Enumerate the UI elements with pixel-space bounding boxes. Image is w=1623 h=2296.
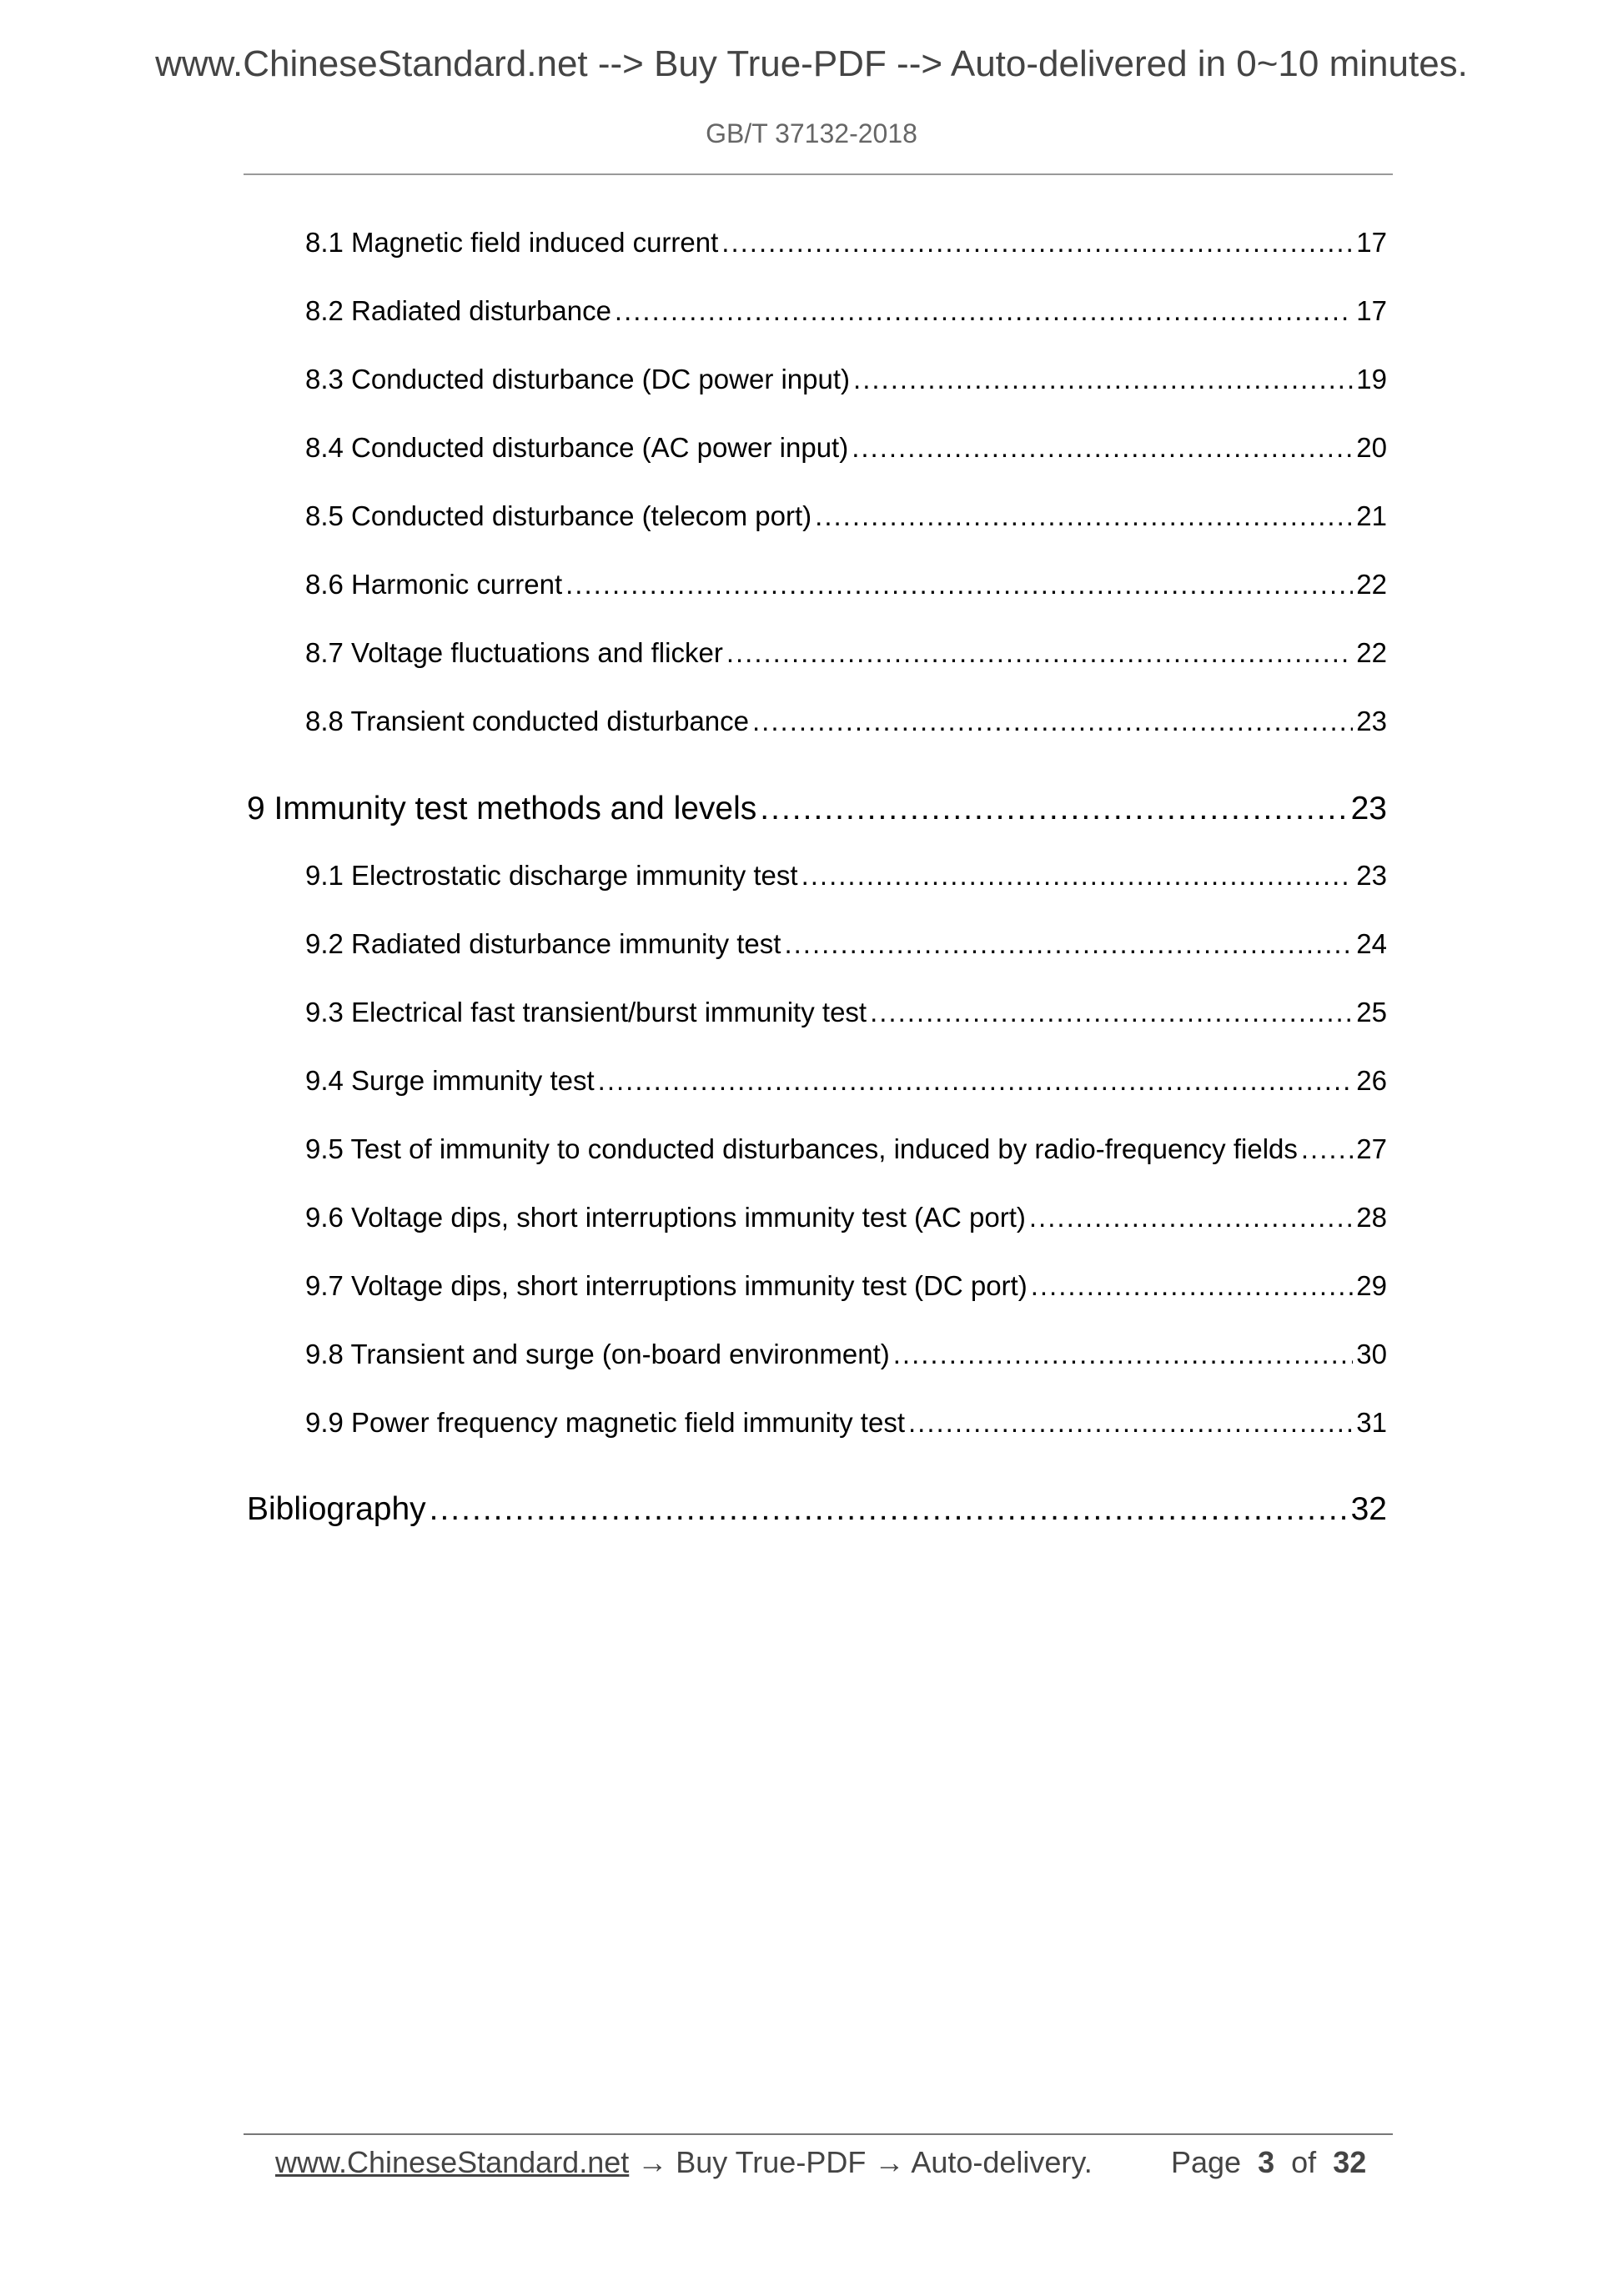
toc-entry-page: 22	[1356, 569, 1387, 600]
dot-leader	[615, 295, 1353, 327]
toc-entry-title: 8.7 Voltage fluctuations and flicker	[305, 637, 723, 668]
toc-entry[interactable]	[305, 227, 1387, 259]
dot-leader	[815, 500, 1353, 532]
toc-entry[interactable]	[305, 295, 1387, 327]
toc-entry-title: 9.2 Radiated disturbance immunity test	[305, 928, 781, 959]
dot-leader	[760, 791, 1347, 827]
toc-entry[interactable]	[305, 997, 1387, 1028]
header-divider	[244, 173, 1393, 175]
toc-entry[interactable]	[305, 637, 1387, 669]
toc-entry-title: 8.2 Radiated disturbance	[305, 295, 611, 326]
header-banner: www.ChineseStandard.net --> Buy True-PDF --> Auto-delivered in 0~10 minutes.	[155, 43, 1468, 84]
dot-leader	[721, 227, 1353, 259]
footer-text	[275, 2145, 1093, 2180]
dot-leader	[1031, 1270, 1354, 1302]
document-id: GB/T 37132-2018	[706, 118, 917, 148]
toc-entry-page: 17	[1356, 227, 1387, 258]
dot-leader	[1029, 1202, 1353, 1233]
page-total: 32	[1333, 2145, 1367, 2179]
toc-entry-title: 8.3 Conducted disturbance (DC power input)	[305, 364, 851, 394]
toc-entry-title: Bibliography	[247, 1491, 426, 1527]
toc-entry-title: 9.6 Voltage dips, short interruptions immunity test (AC port)	[305, 1202, 1026, 1233]
toc-entry-page: 23	[1356, 860, 1387, 891]
of-label: of	[1291, 2145, 1317, 2179]
toc-entry-page: 28	[1356, 1202, 1387, 1233]
dot-leader	[784, 928, 1353, 960]
toc-entry-page: 23	[1350, 791, 1387, 826]
toc-entry-title: 8.5 Conducted disturbance (telecom port)	[305, 500, 812, 531]
dot-leader	[565, 569, 1353, 600]
toc-entry-page: 22	[1356, 637, 1387, 668]
page-label: Page	[1171, 2145, 1242, 2179]
dot-leader	[726, 637, 1353, 669]
toc-entry-page: 19	[1356, 364, 1387, 394]
toc-entry[interactable]	[305, 1339, 1387, 1370]
toc-entry-page: 24	[1356, 928, 1387, 959]
toc-entry-page: 30	[1356, 1339, 1387, 1369]
page-indicator	[1171, 2145, 1366, 2180]
toc-entry[interactable]	[305, 364, 1387, 395]
toc-entry[interactable]	[305, 706, 1387, 737]
toc-entry-page: 20	[1356, 432, 1387, 463]
toc-entry-title: 9.7 Voltage dips, short interruptions immunity test (DC port)	[305, 1270, 1028, 1301]
toc-entry-title: 9.5 Test of immunity to conducted disturbances, induced by radio-frequency fields	[305, 1133, 1298, 1164]
toc-entry[interactable]	[305, 569, 1387, 600]
footer-link[interactable]: www.ChineseStandard.net	[275, 2145, 630, 2179]
toc-entry[interactable]	[305, 1202, 1387, 1233]
footer-divider	[244, 2133, 1393, 2135]
toc-entry[interactable]	[247, 1491, 1387, 1528]
toc-entry-title: 9.8 Transient and surge (on-board environment)	[305, 1339, 890, 1369]
page-number: 3	[1258, 2145, 1275, 2179]
toc-entry[interactable]	[247, 791, 1387, 827]
toc-entry[interactable]	[305, 860, 1387, 892]
dot-leader	[1301, 1133, 1353, 1165]
footer-tagline: → Buy True-PDF → Auto-delivery.	[629, 2145, 1093, 2179]
dot-leader	[598, 1065, 1354, 1097]
toc-entry-title: 9.9 Power frequency magnetic field immunity test	[305, 1407, 905, 1438]
toc-entry-page: 23	[1356, 706, 1387, 736]
toc-entry-page: 27	[1356, 1133, 1387, 1164]
toc-entry[interactable]	[305, 500, 1387, 532]
dot-leader	[893, 1339, 1354, 1370]
dot-leader	[853, 364, 1353, 395]
toc-entry-page: 21	[1356, 500, 1387, 531]
toc-entry-title: 9 Immunity test methods and levels	[247, 791, 757, 826]
dot-leader	[752, 706, 1353, 737]
toc-entry-page: 26	[1356, 1065, 1387, 1096]
dot-leader	[430, 1491, 1348, 1528]
dot-leader	[870, 997, 1353, 1028]
toc-entry-title: 8.4 Conducted disturbance (AC power input)	[305, 432, 849, 463]
dot-leader	[908, 1407, 1353, 1439]
dot-leader	[801, 860, 1354, 892]
toc-entry[interactable]	[305, 1270, 1387, 1302]
toc-entry-title: 9.1 Electrostatic discharge immunity test	[305, 860, 798, 891]
toc-entry[interactable]	[305, 1133, 1387, 1165]
toc-entry-title: 8.8 Transient conducted disturbance	[305, 706, 750, 736]
toc-entry-page: 17	[1356, 295, 1387, 326]
toc-entry[interactable]	[305, 1065, 1387, 1097]
toc-entry[interactable]	[305, 928, 1387, 960]
toc-entry[interactable]	[305, 1407, 1387, 1439]
dot-leader	[852, 432, 1353, 464]
toc-entry[interactable]	[305, 432, 1387, 464]
toc-entry-title: 8.1 Magnetic field induced current	[305, 227, 719, 258]
toc-entry-title: 8.6 Harmonic current	[305, 569, 563, 600]
toc-entry-page: 29	[1356, 1270, 1387, 1301]
toc-entry-page: 32	[1350, 1491, 1387, 1527]
toc-entry-page: 31	[1356, 1407, 1387, 1438]
toc-entry-title: 9.3 Electrical fast transient/burst immunity test	[305, 997, 867, 1027]
toc-entry-page: 25	[1356, 997, 1387, 1027]
toc-entry-title: 9.4 Surge immunity test	[305, 1065, 595, 1096]
